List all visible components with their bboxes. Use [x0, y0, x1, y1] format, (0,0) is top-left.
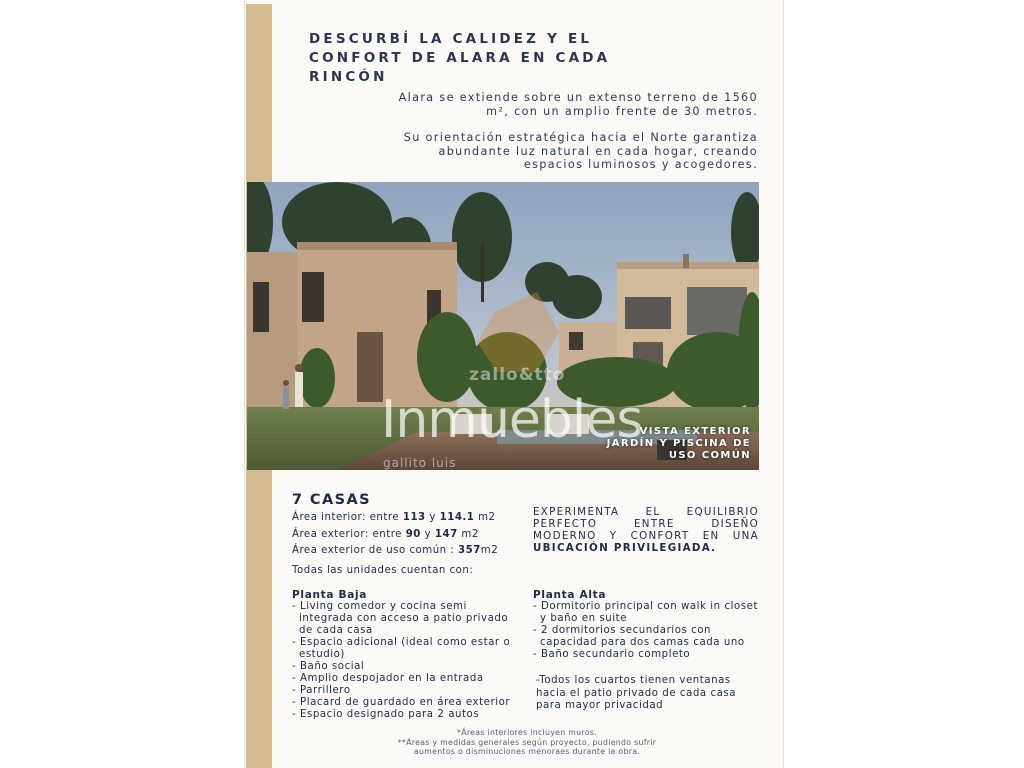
list-item: - Placard de guardado en área exterior — [292, 697, 511, 709]
watermark-logo-big: Inmuebles — [381, 390, 643, 450]
intro-orientation: Su orientación estratégica hacia el Norte garantiza abundante luz natural en cada hogar, creando espacios luminosos y acogedores. — [403, 131, 758, 171]
common-area: Área exterior de uso común : 357m2 — [292, 545, 499, 556]
planta-alta-block — [533, 589, 761, 712]
houses-count-title: 7 CASAS — [292, 492, 371, 508]
list-item: - Amplio despojador en la entrada — [292, 673, 484, 685]
photo-caption — [607, 426, 751, 462]
list-item: - Living comedor y cocina semi integrada con acceso a patio privado de cada casa — [292, 600, 509, 636]
list-item: - 2 dormitorios secundarios con capacidad para dos camas cada uno — [533, 625, 745, 649]
caption-line: JARDÍN Y PISCINA DE — [606, 438, 751, 449]
units-intro: Todas las unidades cuentan con: — [292, 564, 474, 576]
caption-line: VISTA EXTERIOR — [639, 426, 751, 437]
footnotes — [272, 728, 782, 757]
list-item: - Parrillero — [292, 685, 351, 697]
privacy-note: -Todos los cuartos tienen ventanas hacia el patio privado de cada casa para mayor privacidad — [536, 675, 737, 711]
intro-terrain: Alara se extiende sobre un extenso terreno de 1560 m², con un amplio frente de 30 metros. — [398, 91, 758, 118]
list-item: - Espacio designado para 2 autos — [292, 709, 480, 721]
footnote-line: *Áreas interiores incluyen muros. — [457, 728, 597, 737]
exterior-render-photo — [247, 182, 759, 470]
planta-baja-list — [292, 601, 522, 722]
caption-line: USO COMÚN — [668, 450, 751, 461]
list-item: - Baño social — [292, 660, 365, 672]
experience-text: EXPERIMENTA EL EQUILIBRIO PERFECTO ENTRE DISEÑO MODERNO Y CONFORT EN UNA UBICACIÓN PRIVILEGIADA. — [533, 506, 759, 554]
planta-alta-list — [533, 601, 761, 661]
planta-baja-title: Planta Baja — [292, 588, 368, 601]
page-heading: DESCURBÍ LA CALIDEZ Y EL CONFORT DE ALARA EN CADA RINCÓN — [309, 31, 611, 85]
watermark-logo-small: zallo&tto — [469, 365, 566, 385]
watermark-logo-sub: gallito luis — [383, 456, 457, 470]
footnote-line: aumentos o disminuciones menoraes durante la obra. — [413, 747, 641, 757]
exterior-area: Área exterior: entre 90 y 147 m2 — [292, 528, 479, 540]
experience-block — [533, 506, 759, 554]
interior-area: Área interior: entre 113 y 114.1 m2 — [292, 512, 496, 523]
footnote-line: **Áreas y medidas generales según proyecto, pudiendo sufrir — [397, 737, 657, 747]
list-item: - Dormitorio principal con walk in closet y baño en suite — [533, 601, 759, 625]
house-summary — [292, 492, 522, 721]
list-item: - Baño secundario completo — [533, 649, 691, 661]
list-item: - Espacio adicional (ideal como estar o estudio) — [292, 636, 511, 660]
planta-alta-title: Planta Alta — [533, 589, 607, 601]
location-highlight: UBICACIÓN PRIVILEGIADA. — [533, 542, 717, 554]
